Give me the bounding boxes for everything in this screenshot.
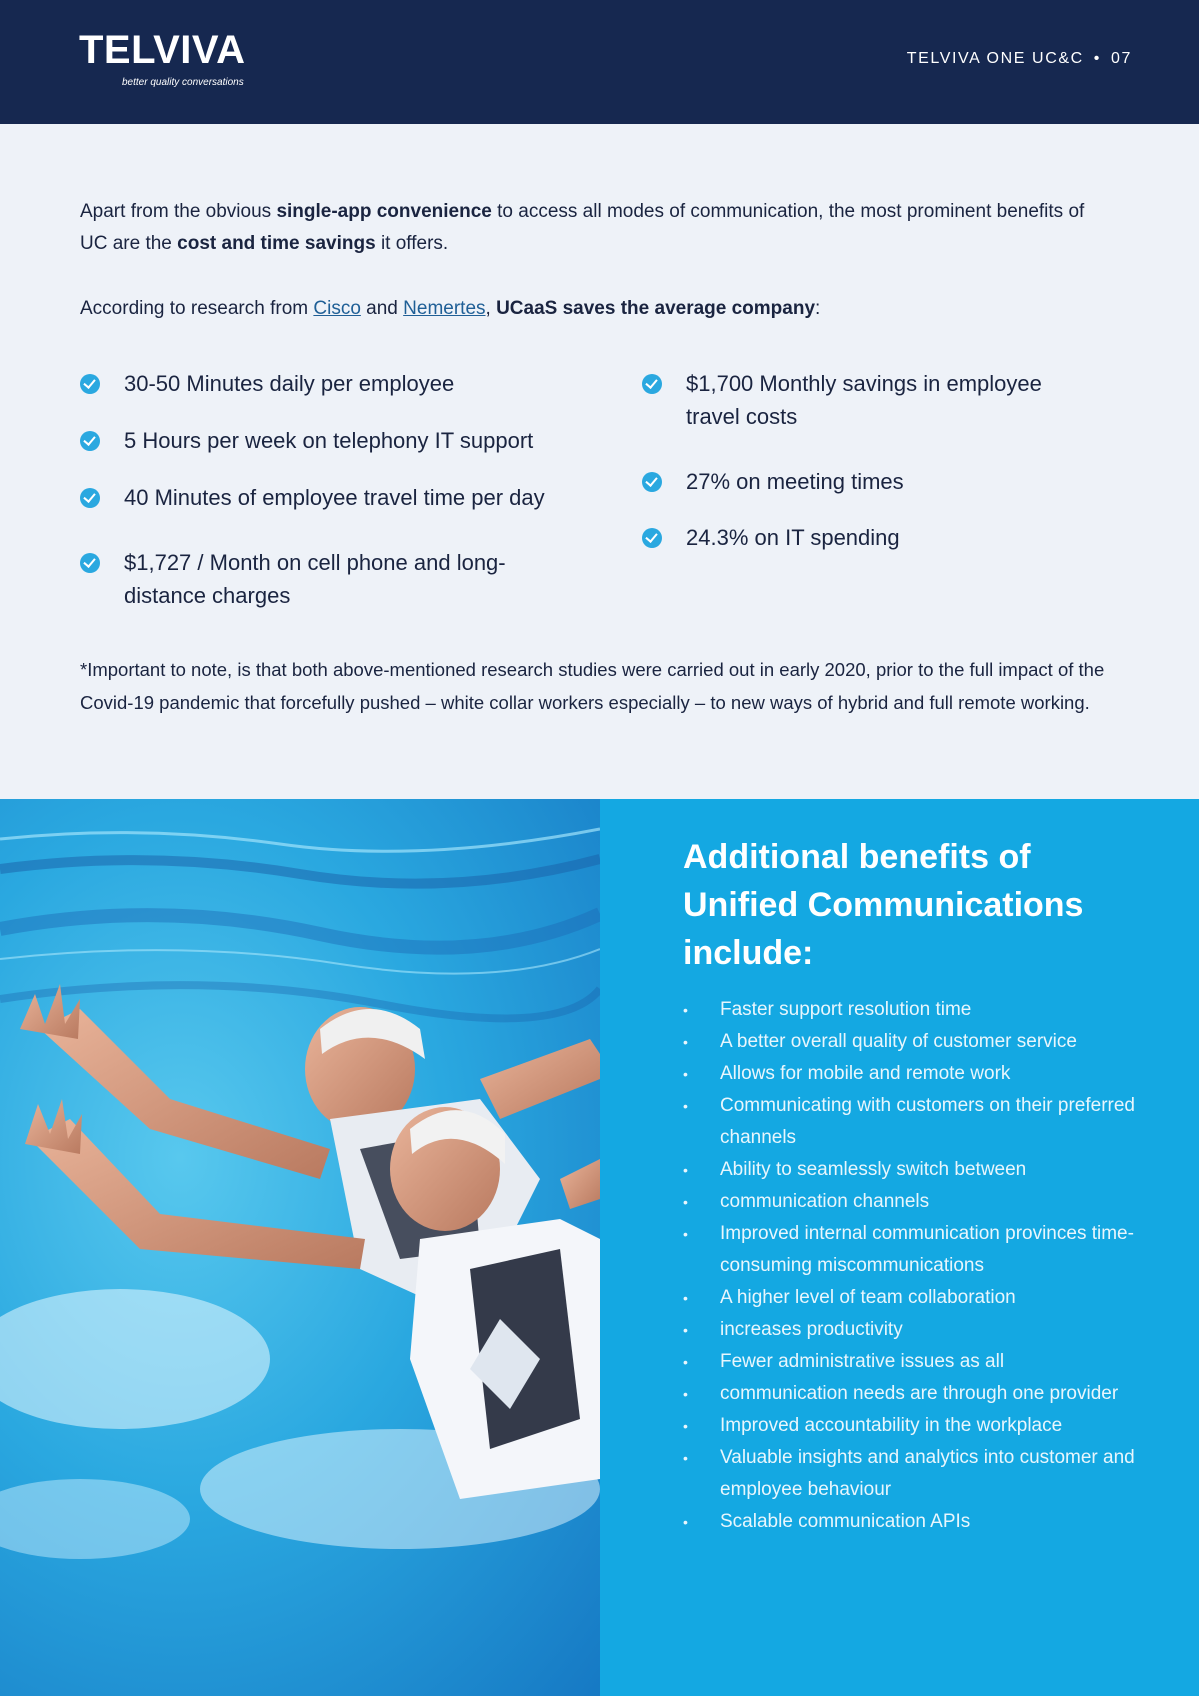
check-circle-icon — [80, 553, 100, 573]
logo-wordmark: TELVIVA — [79, 28, 246, 72]
logo-tagline: better quality conversations — [122, 77, 244, 88]
intro-bold-convenience: single-app convenience — [276, 201, 492, 222]
header-separator: • — [1093, 50, 1101, 67]
list-item: • Improved accountability in the workplace — [683, 1410, 1163, 1442]
additional-benefits-panel — [600, 799, 1199, 1696]
list-item: • Ability to seamlessly switch between — [683, 1154, 1163, 1186]
cisco-link[interactable]: Cisco — [313, 298, 361, 319]
research-bold: UCaaS saves the average company — [496, 298, 816, 319]
check-circle-icon — [642, 472, 662, 492]
nemertes-link[interactable]: Nemertes — [403, 298, 486, 319]
intro-paragraph: Apart from the obvious single-app convenience to access all modes of communication, the most prominent benefits of UC are the cost and time savings it offers. — [80, 201, 1085, 254]
check-circle-icon — [80, 374, 100, 394]
stat-item: $1,700 Monthly savings in employee travel costs — [642, 367, 1082, 433]
list-item: • Improved internal communication provinces time-consuming miscommunications — [683, 1218, 1163, 1282]
doc-title: TELVIVA ONE UC&C — [906, 50, 1084, 67]
stat-item: 40 Minutes of employee travel time per day — [80, 481, 580, 514]
swimmers-illustration — [0, 799, 600, 1696]
list-item: • increases productivity — [683, 1314, 1163, 1346]
synchronized-swimmers-photo — [0, 799, 600, 1696]
check-circle-icon — [80, 431, 100, 451]
research-paragraph: According to research from Cisco and Nemertes, UCaaS saves the average company: — [80, 298, 821, 319]
list-item: • A better overall quality of customer service — [683, 1026, 1163, 1058]
list-item: • A higher level of team collaboration — [683, 1282, 1163, 1314]
list-item: • Communicating with customers on their preferred channels — [683, 1090, 1163, 1154]
list-item: • Faster support resolution time — [683, 994, 1163, 1026]
intro-bold-savings: cost and time savings — [177, 233, 376, 254]
panel-title: Additional benefits of Unified Communications include: — [683, 838, 1084, 972]
page-number: 07 — [1111, 50, 1132, 67]
stat-item: 30-50 Minutes daily per employee — [80, 367, 580, 400]
list-item: • communication channels — [683, 1186, 1163, 1218]
telviva-logo — [79, 30, 249, 90]
footnote: *Important to note, is that both above-mentioned research studies were carried out in early 2020, prior to the full impact of the Covid-19 pandemic that forcefully pushed – white collar workers especially – to new ways of hybrid and full remote working. — [80, 659, 1105, 713]
check-circle-icon — [642, 528, 662, 548]
stat-item: 24.3% on IT spending — [642, 521, 1082, 554]
list-item: • Allows for mobile and remote work — [683, 1058, 1163, 1090]
check-circle-icon — [80, 488, 100, 508]
stat-item: 27% on meeting times — [642, 465, 1082, 498]
list-item: • Scalable communication APIs — [683, 1506, 1163, 1538]
check-circle-icon — [642, 374, 662, 394]
stat-item: $1,727 / Month on cell phone and long-distance charges — [80, 546, 520, 612]
list-item: • Valuable insights and analytics into customer and employee behaviour — [683, 1442, 1163, 1506]
header-doc-label — [907, 50, 1132, 68]
list-item: • communication needs are through one provider — [683, 1378, 1163, 1410]
list-item: • Fewer administrative issues as all — [683, 1346, 1163, 1378]
page-header — [0, 0, 1199, 124]
stat-item: 5 Hours per week on telephony IT support — [80, 424, 580, 457]
benefits-list — [683, 994, 1163, 1538]
